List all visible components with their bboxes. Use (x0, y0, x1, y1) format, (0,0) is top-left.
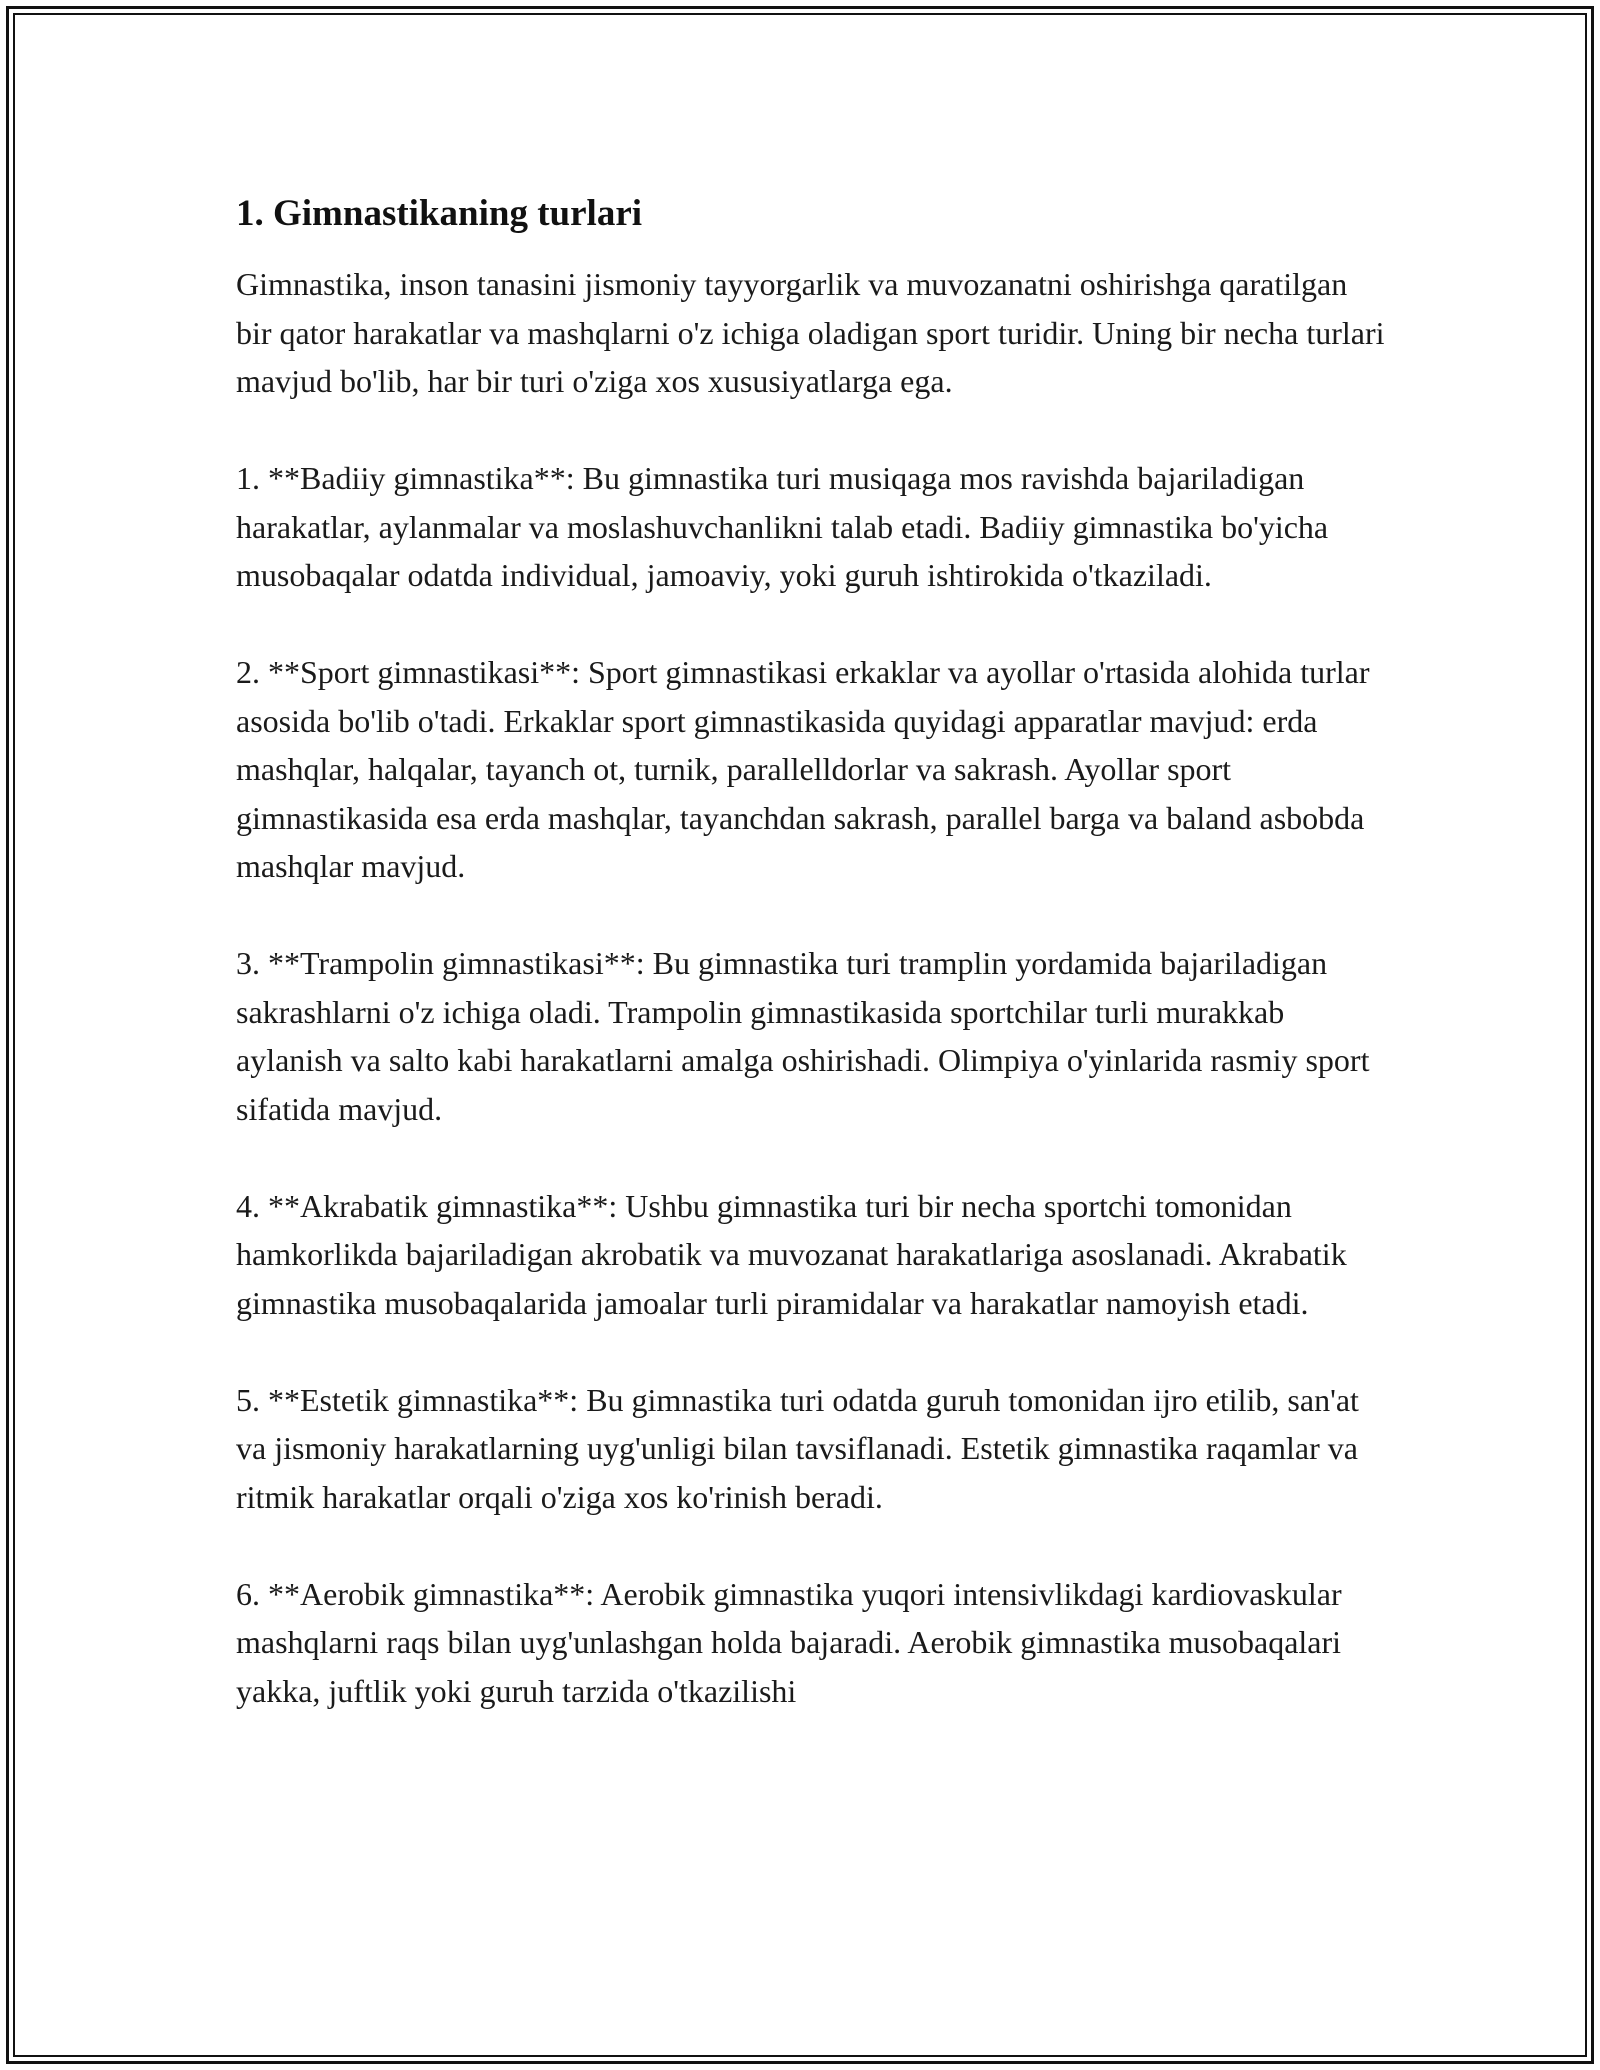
paragraph-sport-gimnastikasi: 2. **Sport gimnastikasi**: Sport gimnastikasi erkaklar va ayollar o'rtasida alohida turlar asosida bo'lib o'tadi. Erkaklar sport gimnastikasida quyidagi apparatlar mavjud: erda mashqlar, halqalar, tayanch ot, turnik, parallelldorlar va sakrash. Ayollar sport gimnastikasida esa erda mashqlar, tayanchdan sakrash, parallel barga va baland asbobda mashqlar mavjud. (236, 654, 1370, 884)
intro-paragraph: Gimnastika, inson tanasini jismoniy tayyorgarlik va muvozanatni oshirishga qaratilgan bir qator harakatlar va mashqlarni o'z ichiga oladigan sport turidir. Uning bir necha turlari mavjud bo'lib, har bir turi o'ziga xos xususiyatlarga ega. (236, 266, 1385, 399)
paragraph-trampolin-gimnastikasi: 3. **Trampolin gimnastikasi**: Bu gimnastika turi tramplin yordamida bajariladigan sakrashlarni o'z ichiga oladi. Trampolin gimnastikasida sportchilar turli murakkab aylanish va salto kabi harakatlarni amalga oshirishadi. Olimpiya o'yinlarida rasmiy sport sifatida mavjud. (236, 945, 1370, 1127)
section-heading: 1. Gimnastikaning turlari (236, 193, 643, 234)
paragraph-badiiy-gimnastika: 1. **Badiiy gimnastika**: Bu gimnastika turi musiqaga mos ravishda bajariladigan harakatlar, aylanmalar va moslashuvchanlikni talab etadi. Badiiy gimnastika bo'yicha musobaqalar odatda individual, jamoaviy, yoki guruh ishtirokida o'tkaziladi. (236, 460, 1329, 593)
paragraph-akrabatik-gimnastika: 4. **Akrabatik gimnastika**: Ushbu gimnastika turi bir necha sportchi tomonidan hamkorlikda bajariladigan akrobatik va muvozanat harakatlariga asoslanadi. Akrabatik gimnastika musobaqalarida jamoalar turli piramidalar va harakatlar namoyish etadi. (236, 1187, 1347, 1321)
document-body (236, 186, 1386, 1715)
paragraph-aerobik-gimnastika: 6. **Aerobik gimnastika**: Aerobik gimnastika yuqori intensivlikdagi kardiovaskular mashqlarni raqs bilan uyg'unlashgan holda bajaradi. Aerobik gimnastika musobaqalari yakka, juftlik yoki guruh tarzida o'tkazilishi (236, 1575, 1342, 1709)
paragraph-estetik-gimnastika: 5. **Estetik gimnastika**: Bu gimnastika turi odatda guruh tomonidan ijro etilib, san'at va jismoniy harakatlarning uyg'unligi bilan tavsiflanadi. Estetik gimnastika raqamlar va ritmik harakatlar orqali o'ziga xos ko'rinish beradi. (236, 1381, 1359, 1515)
